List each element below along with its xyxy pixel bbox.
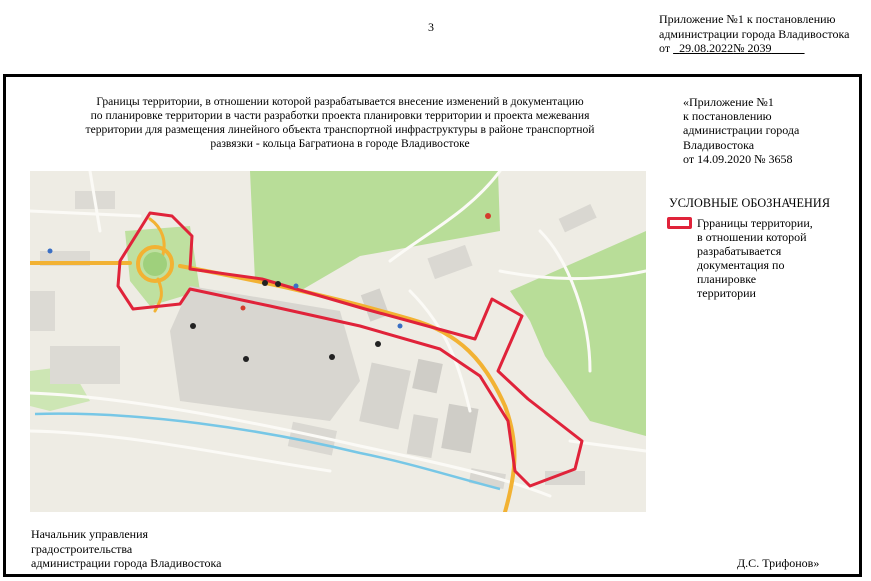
legend-item-line: разрабатывается — [697, 244, 782, 258]
top-appendix-date-line — [659, 41, 849, 56]
legend-item-line: территории — [697, 286, 756, 300]
document-title — [50, 95, 630, 151]
top-appendix-date — [673, 41, 804, 55]
inner-appendix-line: администрации города — [683, 123, 800, 138]
legend-item-label — [697, 216, 813, 300]
inner-appendix-line: к постановлению — [683, 109, 772, 124]
top-appendix-line: Приложение №1 к постановлению — [659, 12, 836, 26]
top-appendix-line: администрации города Владивостока — [659, 26, 850, 41]
legend-item-line: документация по — [697, 258, 785, 272]
inner-appendix-line: Владивостока — [683, 137, 755, 152]
inner-appendix-line: «Приложение №1 — [683, 95, 774, 109]
page-number: 3 — [428, 20, 434, 34]
inner-appendix-line: от 14.09.2020 № 3658 — [683, 151, 793, 166]
legend-item-line: планировке — [697, 272, 757, 286]
signature-left — [31, 527, 221, 571]
top-appendix-number-label: № — [733, 41, 745, 55]
title-line: территории для размещения линейного объекта транспортной инфраструктуры в районе транспортной — [85, 123, 595, 136]
top-appendix-date-value: 29.08.2022 — [679, 41, 734, 55]
legend-boundary-swatch — [667, 217, 692, 229]
title-line: развязки - кольца Багратиона в городе Владивостоке — [210, 137, 470, 150]
inner-appendix — [683, 95, 799, 166]
title-line: Границы территории, в отношении которой разрабатывается внесение изменений в документацию — [96, 95, 584, 108]
map — [30, 171, 646, 512]
signature-name: Д.С. Трифонов» — [737, 556, 820, 570]
signature-line: градостроительства — [31, 541, 133, 556]
legend-title: УСЛОВНЫЕ ОБОЗНАЧЕНИЯ — [669, 196, 831, 210]
top-appendix-from-label: от — [659, 41, 671, 55]
signature-line: Начальник управления — [31, 527, 149, 541]
legend-item-line: Грраницы территории, — [697, 216, 813, 230]
signature-line: администрации города Владивостока — [31, 556, 222, 570]
top-appendix-number: 2039 — [747, 41, 772, 55]
top-appendix — [659, 12, 849, 56]
legend-item-line: в отношении которой — [697, 230, 807, 244]
title-line: по планировке территории в части разработки проекта планировки территории и проекта межевания — [90, 109, 590, 122]
